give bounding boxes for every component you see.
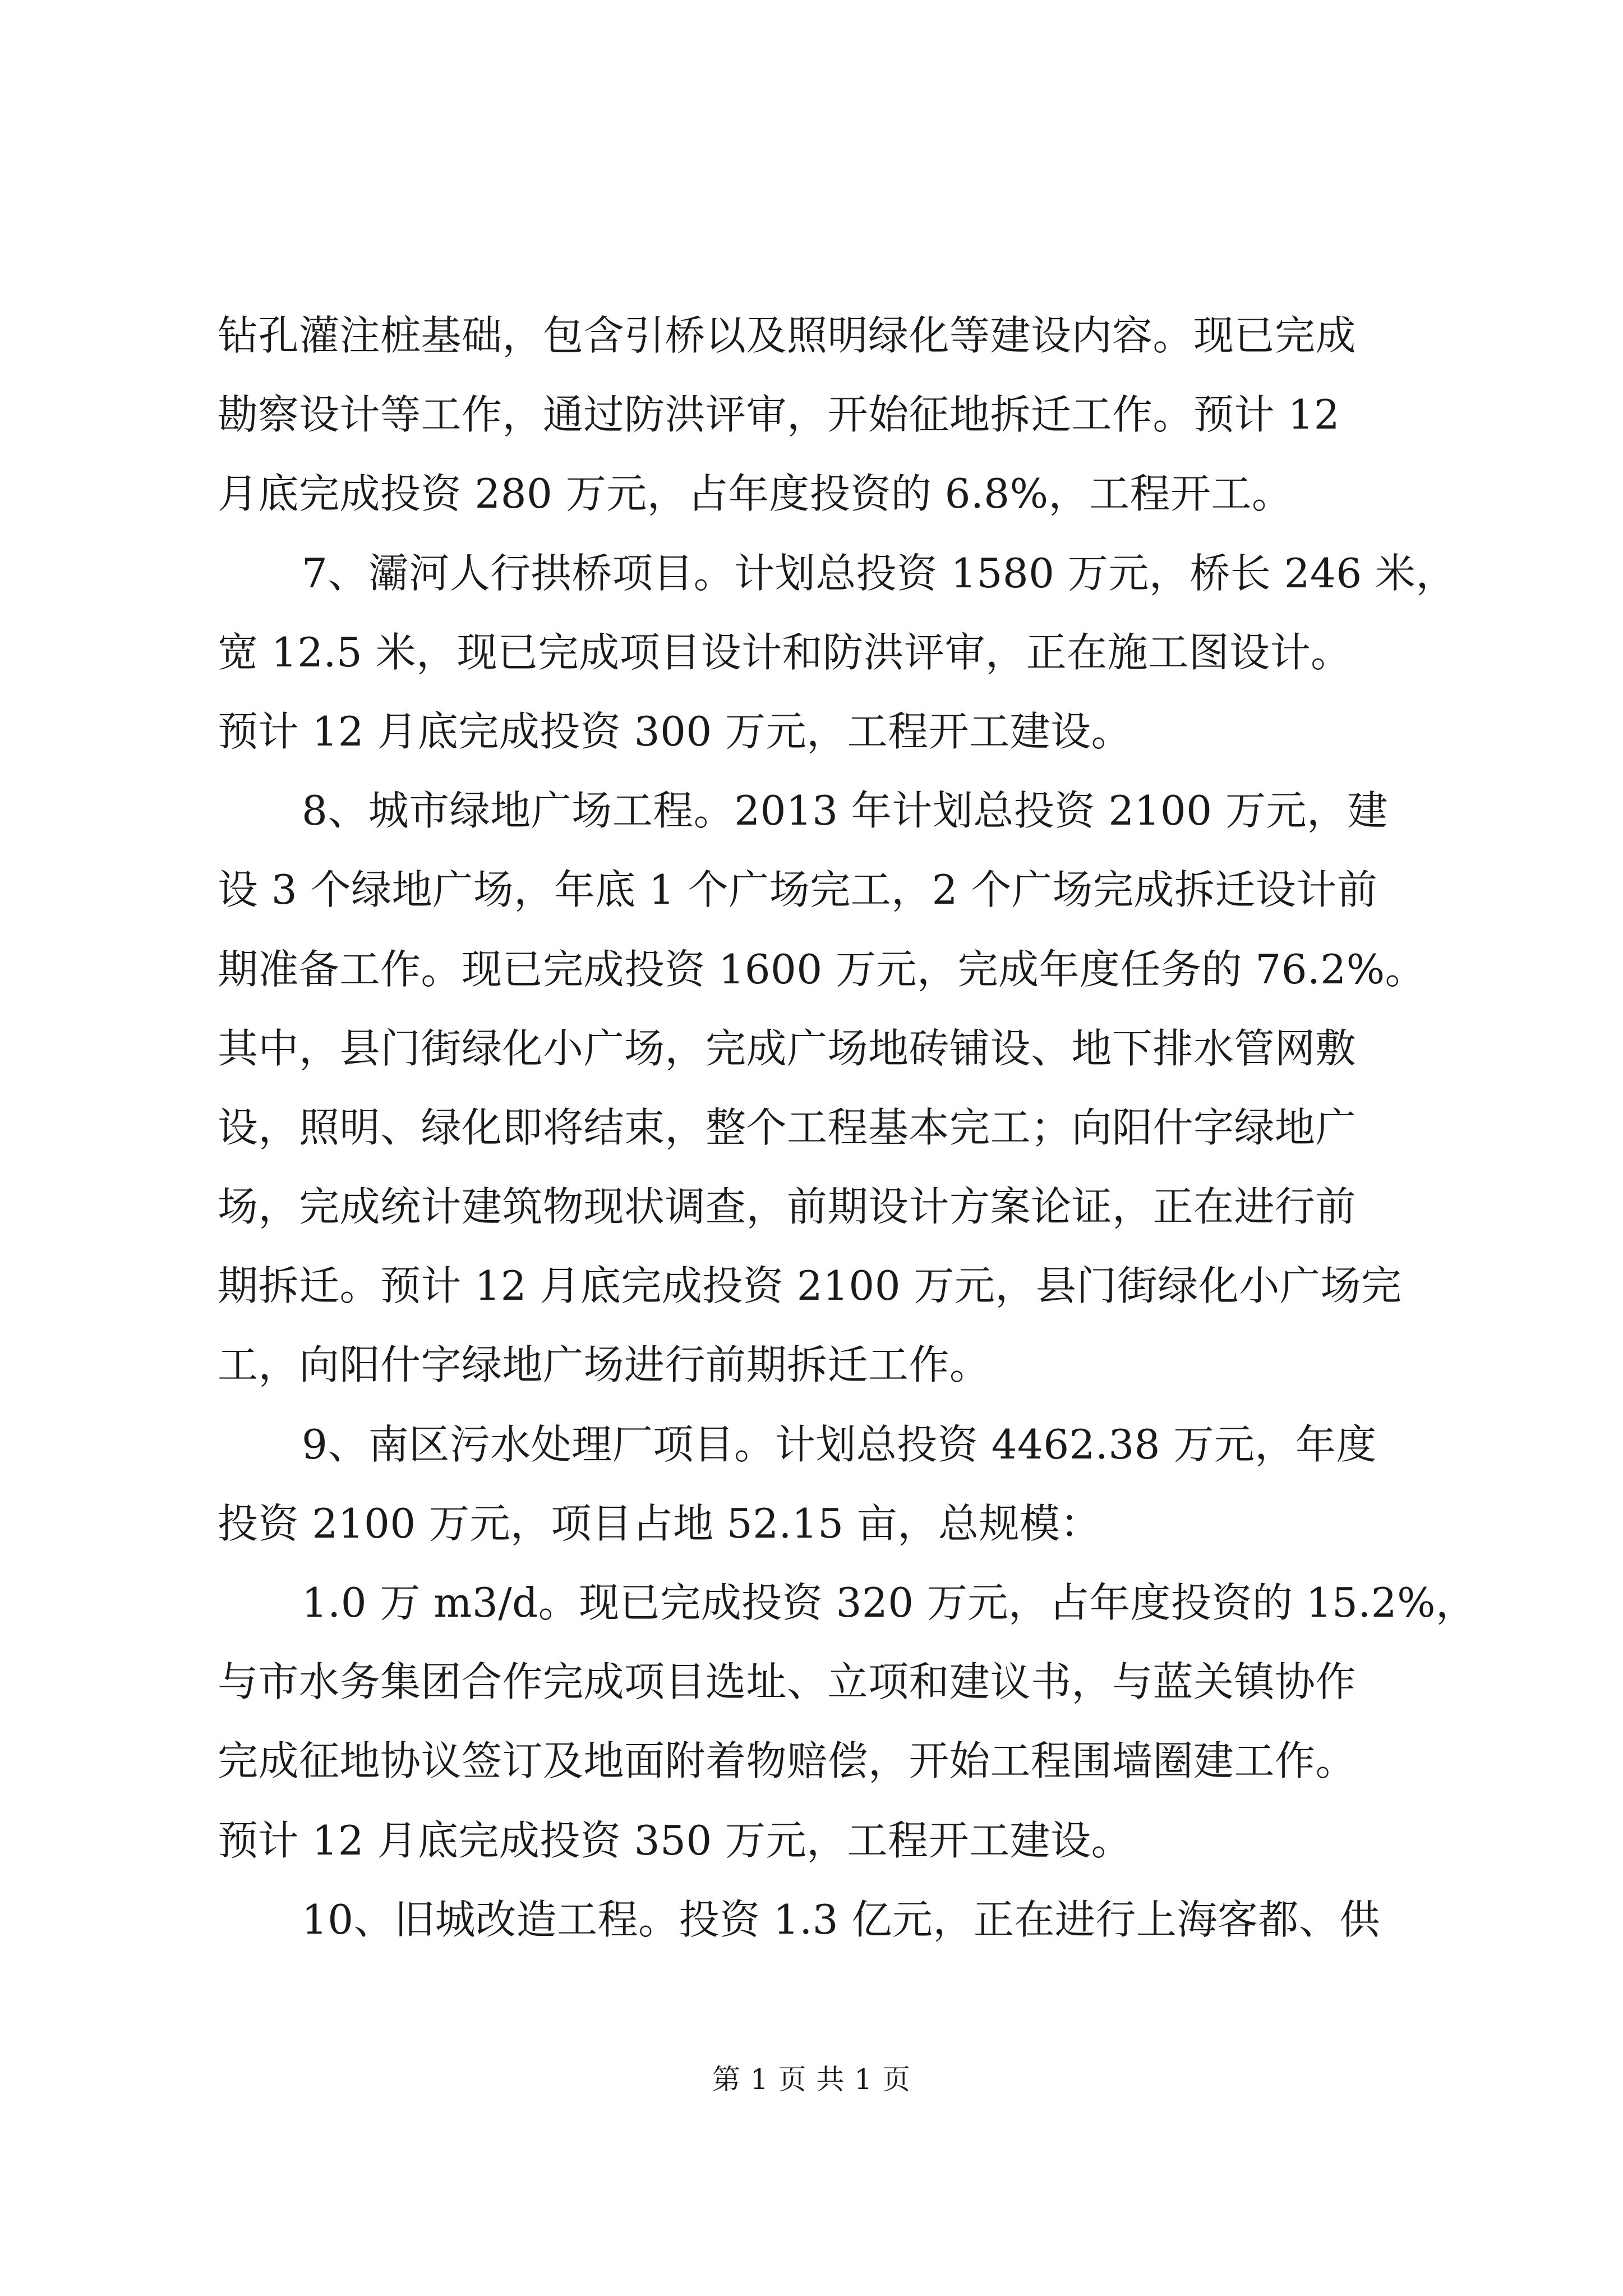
text-line: 期准备工作。现已完成投资 1600 万元，完成年度任务的 76.2%。 [218,945,1426,993]
text-line: 场，完成统计建筑物现状调查，前期设计方案论证，正在进行前 [218,1183,1357,1231]
text-line: 投资 2100 万元，项目占地 52.15 亩，总规模： [218,1499,1101,1547]
text-line: 月底完成投资 280 万元，占年度投资的 6.8%，工程开工。 [218,470,1293,518]
text-line: 钻孔灌注桩基础，包含引桥以及照明绿化等建设内容。现已完成 [218,312,1357,359]
text-line-paragraph-start: 8、城市绿地广场工程。2013 年计划总投资 2100 万元，建 [302,787,1388,835]
text-line: 设 3 个绿地广场，年底 1 个广场完工，2 个广场完成拆迁设计前 [218,866,1378,914]
text-line-paragraph-start: 1.0 万 m3/d。现已完成投资 320 万元，占年度投资的 15.2%， [302,1579,1477,1626]
text-line: 预计 12 月底完成投资 350 万元，工程开工建设。 [218,1816,1132,1864]
text-line: 期拆迁。预计 12 月底完成投资 2100 万元，县门街绿化小广场完 [218,1262,1402,1310]
page-footer: 第 1 页 共 1 页 [712,2063,911,2096]
text-line: 工，向阳什字绿地广场进行前期拆迁工作。 [218,1341,990,1389]
text-line: 设，照明、绿化即将结束，整个工程基本完工；向阳什字绿地广 [218,1103,1357,1151]
text-line-paragraph-start: 9、南区污水处理厂项目。计划总投资 4462.38 万元，年度 [302,1420,1377,1468]
text-line-paragraph-start: 7、灞河人行拱桥项目。计划总投资 1580 万元，桥长 246 米， [302,549,1457,597]
text-line: 其中，县门街绿化小广场，完成广场地砖铺设、地下排水管网敷 [218,1024,1357,1072]
text-line: 与市水务集团合作完成项目选址、立项和建议书，与蓝关镇协作 [218,1658,1357,1706]
text-line: 完成征地协议签订及地面附着物赔偿，开始工程围墙圈建工作。 [218,1737,1357,1785]
text-line: 宽 12.5 米，现已完成项目设计和防洪评审，正在施工图设计。 [218,628,1352,676]
text-line: 预计 12 月底完成投资 300 万元，工程开工建设。 [218,707,1132,755]
text-line-paragraph-start: 10、旧城改造工程。投资 1.3 亿元，正在进行上海客都、供 [302,1895,1380,1943]
text-line: 勘察设计等工作，通过防洪评审，开始征地拆迁工作。预计 12 [218,391,1340,439]
document-body [218,296,1477,1959]
